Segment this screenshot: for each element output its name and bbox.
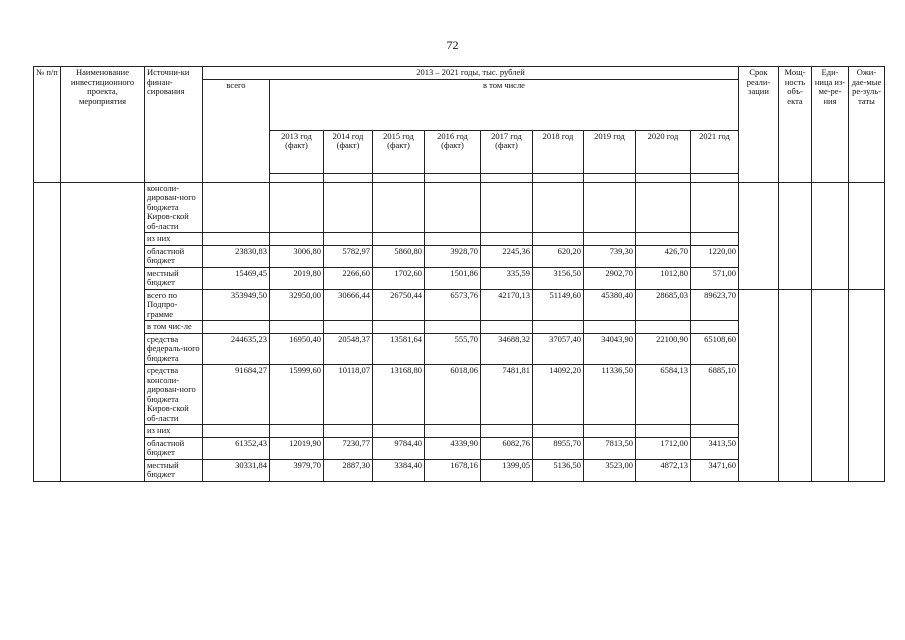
financing-source-cell: областной бюджет (145, 245, 203, 267)
header-row-1 (34, 67, 885, 80)
year-value-cell: 2266,60 (324, 267, 373, 289)
year-value-cell: 6573,76 (425, 289, 481, 321)
header-project-name: Наименование инвестиционного проекта, мероприятия (61, 67, 145, 183)
year-value-cell: 1399,05 (481, 459, 533, 481)
financing-source-cell: областной бюджет (145, 437, 203, 459)
results-cell (849, 182, 885, 289)
year-value-cell: 7481,81 (481, 365, 533, 425)
year-value-cell: 30666,44 (324, 289, 373, 321)
year-value-cell: 32950,00 (270, 289, 324, 321)
year-value-cell: 426,70 (636, 245, 691, 267)
header-year: 2016 год (факт) (425, 130, 481, 173)
header-year: 2019 год (584, 130, 636, 173)
year-value-cell: 20548,37 (324, 333, 373, 365)
year-value-cell: 34043,90 (584, 333, 636, 365)
financing-source-cell: местный бюджет (145, 267, 203, 289)
year-value-cell (481, 425, 533, 438)
year-value-cell: 620,20 (533, 245, 584, 267)
year-value-cell (324, 321, 373, 334)
year-value-cell: 1702,60 (373, 267, 425, 289)
capacity-cell (779, 289, 812, 481)
year-value-cell: 3413,50 (691, 437, 739, 459)
year-value-cell (425, 321, 481, 334)
header-year: 2014 год (факт) (324, 130, 373, 173)
total-cell (203, 321, 270, 334)
year-value-cell: 3979,70 (270, 459, 324, 481)
table-row (34, 289, 885, 321)
header-year: 2013 год (факт) (270, 130, 324, 173)
term-cell (739, 289, 779, 481)
year-value-cell (425, 233, 481, 246)
year-value-cell: 1678,16 (425, 459, 481, 481)
year-value-cell: 6018,06 (425, 365, 481, 425)
year-value-cell: 42170,13 (481, 289, 533, 321)
year-value-cell: 2902,70 (584, 267, 636, 289)
year-value-cell: 2887,30 (324, 459, 373, 481)
year-value-cell: 555,70 (425, 333, 481, 365)
year-value-cell (691, 233, 739, 246)
year-value-cell: 5782,97 (324, 245, 373, 267)
year-value-cell: 37057,40 (533, 333, 584, 365)
year-value-cell (373, 182, 425, 233)
total-cell (203, 182, 270, 233)
year-value-cell: 12019,90 (270, 437, 324, 459)
financing-source-cell: из них (145, 425, 203, 438)
year-value-cell: 3928,70 (425, 245, 481, 267)
year-value-cell (636, 321, 691, 334)
header-year: 2021 год (691, 130, 739, 173)
year-value-cell: 1012,80 (636, 267, 691, 289)
results-cell (849, 289, 885, 481)
year-value-cell (691, 425, 739, 438)
year-value-cell: 65108,60 (691, 333, 739, 365)
year-value-cell (373, 425, 425, 438)
year-value-cell (425, 182, 481, 233)
year-value-cell: 26750,44 (373, 289, 425, 321)
total-cell: 91684,27 (203, 365, 270, 425)
year-value-cell (691, 182, 739, 233)
year-value-cell (584, 233, 636, 246)
year-value-cell (270, 425, 324, 438)
year-value-cell (533, 233, 584, 246)
year-value-cell: 28685,03 (636, 289, 691, 321)
header-number: № п/п (34, 67, 61, 183)
year-value-cell: 2245,36 (481, 245, 533, 267)
year-value-cell: 571,00 (691, 267, 739, 289)
year-value-cell: 11336,50 (584, 365, 636, 425)
year-value-cell: 1501,86 (425, 267, 481, 289)
header-period: 2013 – 2021 годы, тыс. рублей (203, 67, 739, 80)
year-value-cell: 3471,60 (691, 459, 739, 481)
year-value-cell (324, 233, 373, 246)
year-value-cell: 4339,90 (425, 437, 481, 459)
year-value-cell (270, 182, 324, 233)
year-value-cell (481, 233, 533, 246)
header-total: всего (203, 79, 270, 182)
year-value-cell: 14092,20 (533, 365, 584, 425)
year-value-cell (324, 182, 373, 233)
header-year: 2015 год (факт) (373, 130, 425, 173)
year-value-cell (636, 233, 691, 246)
year-value-cell: 1712,00 (636, 437, 691, 459)
unit-cell (812, 289, 849, 481)
year-value-cell (584, 321, 636, 334)
year-value-cell: 6584,13 (636, 365, 691, 425)
year-value-cell (636, 182, 691, 233)
year-value-cell: 3006,80 (270, 245, 324, 267)
total-cell: 61352,43 (203, 437, 270, 459)
year-value-cell: 3523,00 (584, 459, 636, 481)
page-number: 72 (446, 38, 459, 52)
year-value-cell: 16950,40 (270, 333, 324, 365)
header-including: в том числе (270, 79, 739, 130)
year-value-cell: 15999,60 (270, 365, 324, 425)
header-year: 2017 год (факт) (481, 130, 533, 173)
year-value-cell (584, 425, 636, 438)
row-project-name-cell (61, 182, 145, 481)
year-value-cell: 3384,40 (373, 459, 425, 481)
total-cell: 23830,83 (203, 245, 270, 267)
year-value-cell: 10118,07 (324, 365, 373, 425)
total-cell (203, 425, 270, 438)
year-value-cell: 34688,32 (481, 333, 533, 365)
term-cell (739, 182, 779, 289)
year-value-cell: 5136,50 (533, 459, 584, 481)
financing-source-cell: консоли-дирован-ного бюджета Киров-ской об-ласти (145, 182, 203, 233)
header-year: 2020 год (636, 130, 691, 173)
financing-source-cell: из них (145, 233, 203, 246)
budget-table (33, 66, 885, 482)
year-value-cell (270, 321, 324, 334)
year-value-cell: 89623,70 (691, 289, 739, 321)
year-value-cell (636, 425, 691, 438)
unit-cell (812, 182, 849, 289)
year-value-cell: 335,59 (481, 267, 533, 289)
year-value-cell: 2019,80 (270, 267, 324, 289)
financing-source-cell: средства федераль-ного бюджета (145, 333, 203, 365)
year-value-cell (324, 425, 373, 438)
total-cell: 15469,45 (203, 267, 270, 289)
header-term: Срок реали-зации (739, 67, 779, 183)
year-value-cell (481, 321, 533, 334)
year-value-cell (533, 425, 584, 438)
year-value-cell (533, 182, 584, 233)
header-results: Ожи-дае-мые ре-зуль-таты (849, 67, 885, 183)
year-value-cell: 7230,77 (324, 437, 373, 459)
header-financing-source: Источни-ки финан-сирования (145, 67, 203, 183)
year-value-cell: 739,30 (584, 245, 636, 267)
year-value-cell (373, 321, 425, 334)
capacity-cell (779, 182, 812, 289)
year-value-cell: 22100,90 (636, 333, 691, 365)
year-value-cell: 13581,64 (373, 333, 425, 365)
total-cell: 30331,84 (203, 459, 270, 481)
financing-source-cell: всего по Подпро-грамме (145, 289, 203, 321)
header-year: 2018 год (533, 130, 584, 173)
financing-source-cell: средства консоли-дирован-ного бюджета Киров-ской об-ласти (145, 365, 203, 425)
year-value-cell: 5860,80 (373, 245, 425, 267)
financing-source-cell: в том чис-ле (145, 321, 203, 334)
year-value-cell: 7813,50 (584, 437, 636, 459)
year-value-cell (481, 182, 533, 233)
year-value-cell: 45380,40 (584, 289, 636, 321)
total-cell: 244635,23 (203, 333, 270, 365)
year-value-cell: 4872,13 (636, 459, 691, 481)
year-value-cell: 13168,80 (373, 365, 425, 425)
year-value-cell (373, 233, 425, 246)
year-value-cell: 1220,00 (691, 245, 739, 267)
year-value-cell: 8955,70 (533, 437, 584, 459)
year-value-cell (584, 182, 636, 233)
total-cell (203, 233, 270, 246)
year-value-cell (533, 321, 584, 334)
table-row (34, 182, 885, 233)
header-capacity: Мощ-ность объ-екта (779, 67, 812, 183)
year-value-cell (270, 233, 324, 246)
year-value-cell: 6885,10 (691, 365, 739, 425)
year-value-cell (691, 321, 739, 334)
row-number-cell (34, 182, 61, 481)
year-value-cell: 6082,76 (481, 437, 533, 459)
financing-source-cell: местный бюджет (145, 459, 203, 481)
header-unit: Еди-ница из-ме-ре-ния (812, 67, 849, 183)
year-value-cell: 51149,60 (533, 289, 584, 321)
year-value-cell: 9784,40 (373, 437, 425, 459)
total-cell: 353949,50 (203, 289, 270, 321)
year-value-cell: 3156,50 (533, 267, 584, 289)
year-value-cell (425, 425, 481, 438)
